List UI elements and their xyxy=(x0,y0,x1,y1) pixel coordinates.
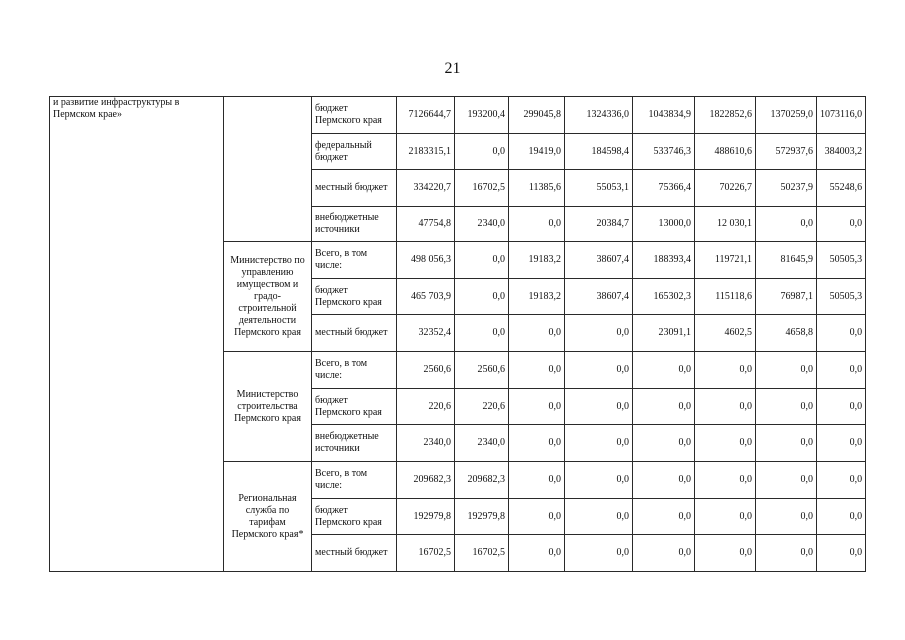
amount-cell: 0,0 xyxy=(817,315,866,352)
amount-cell: 19419,0 xyxy=(509,134,565,170)
amount-cell: 2183315,1 xyxy=(397,134,455,170)
amount-cell: 0,0 xyxy=(565,425,633,462)
amount-cell: 50237,9 xyxy=(756,170,817,207)
amount-cell: 50505,3 xyxy=(817,279,866,315)
funding-source-cell: местный бюджет xyxy=(312,170,397,207)
amount-cell: 55248,6 xyxy=(817,170,866,207)
table-row xyxy=(50,97,866,134)
amount-cell: 334220,7 xyxy=(397,170,455,207)
amount-cell: 16702,5 xyxy=(455,170,509,207)
executor-cell xyxy=(224,97,312,242)
amount-cell: 0,0 xyxy=(817,207,866,242)
funding-source-cell: внебюджетные источники xyxy=(312,425,397,462)
amount-cell: 0,0 xyxy=(455,279,509,315)
amount-cell: 0,0 xyxy=(509,207,565,242)
amount-cell: 193200,4 xyxy=(455,97,509,134)
amount-cell: 0,0 xyxy=(756,425,817,462)
funding-source-cell: бюджет Пермского края xyxy=(312,499,397,535)
amount-cell: 13000,0 xyxy=(633,207,695,242)
amount-cell: 192979,8 xyxy=(455,499,509,535)
amount-cell: 0,0 xyxy=(633,352,695,389)
amount-cell: 81645,9 xyxy=(756,242,817,279)
amount-cell: 0,0 xyxy=(509,352,565,389)
amount-cell: 0,0 xyxy=(565,389,633,425)
amount-cell: 12 030,1 xyxy=(695,207,756,242)
amount-cell: 38607,4 xyxy=(565,242,633,279)
amount-cell: 0,0 xyxy=(817,499,866,535)
amount-cell: 0,0 xyxy=(756,499,817,535)
amount-cell: 2340,0 xyxy=(397,425,455,462)
amount-cell: 0,0 xyxy=(756,462,817,499)
amount-cell: 0,0 xyxy=(633,389,695,425)
amount-cell: 465 703,9 xyxy=(397,279,455,315)
amount-cell: 572937,6 xyxy=(756,134,817,170)
amount-cell: 0,0 xyxy=(695,389,756,425)
amount-cell: 2340,0 xyxy=(455,425,509,462)
amount-cell: 0,0 xyxy=(565,535,633,572)
funding-source-cell: Всего, в том числе: xyxy=(312,462,397,499)
amount-cell: 0,0 xyxy=(695,352,756,389)
funding-source-cell: внебюджетные источники xyxy=(312,207,397,242)
amount-cell: 0,0 xyxy=(633,535,695,572)
amount-cell: 119721,1 xyxy=(695,242,756,279)
amount-cell: 50505,3 xyxy=(817,242,866,279)
amount-cell: 115118,6 xyxy=(695,279,756,315)
amount-cell: 0,0 xyxy=(695,499,756,535)
amount-cell: 32352,4 xyxy=(397,315,455,352)
amount-cell: 0,0 xyxy=(565,462,633,499)
page-number: 21 xyxy=(444,60,461,77)
amount-cell: 184598,4 xyxy=(565,134,633,170)
amount-cell: 165302,3 xyxy=(633,279,695,315)
amount-cell: 1822852,6 xyxy=(695,97,756,134)
funding-source-cell: федеральный бюджет xyxy=(312,134,397,170)
amount-cell: 0,0 xyxy=(509,425,565,462)
amount-cell: 20384,7 xyxy=(565,207,633,242)
amount-cell: 76987,1 xyxy=(756,279,817,315)
amount-cell: 11385,6 xyxy=(509,170,565,207)
amount-cell: 0,0 xyxy=(633,462,695,499)
amount-cell: 0,0 xyxy=(756,535,817,572)
funding-source-cell: бюджет Пермского края xyxy=(312,279,397,315)
funding-source-cell: Всего, в том числе: xyxy=(312,352,397,389)
amount-cell: 0,0 xyxy=(756,389,817,425)
amount-cell: 220,6 xyxy=(455,389,509,425)
amount-cell: 498 056,3 xyxy=(397,242,455,279)
amount-cell: 1370259,0 xyxy=(756,97,817,134)
amount-cell: 0,0 xyxy=(509,535,565,572)
amount-cell: 7126644,7 xyxy=(397,97,455,134)
amount-cell: 16702,5 xyxy=(397,535,455,572)
amount-cell: 0,0 xyxy=(756,207,817,242)
amount-cell: 16702,5 xyxy=(455,535,509,572)
funding-source-cell: бюджет Пермского края xyxy=(312,97,397,134)
amount-cell: 19183,2 xyxy=(509,242,565,279)
amount-cell: 1073116,0 xyxy=(817,97,866,134)
amount-cell: 0,0 xyxy=(509,462,565,499)
amount-cell: 0,0 xyxy=(817,352,866,389)
amount-cell: 70226,7 xyxy=(695,170,756,207)
amount-cell: 2560,6 xyxy=(455,352,509,389)
amount-cell: 0,0 xyxy=(565,499,633,535)
amount-cell: 0,0 xyxy=(509,389,565,425)
funding-source-cell: бюджет Пермского края xyxy=(312,389,397,425)
funding-source-cell: местный бюджет xyxy=(312,535,397,572)
amount-cell: 23091,1 xyxy=(633,315,695,352)
amount-cell: 0,0 xyxy=(817,462,866,499)
amount-cell: 192979,8 xyxy=(397,499,455,535)
amount-cell: 188393,4 xyxy=(633,242,695,279)
amount-cell: 1324336,0 xyxy=(565,97,633,134)
amount-cell: 0,0 xyxy=(817,535,866,572)
amount-cell: 384003,2 xyxy=(817,134,866,170)
amount-cell: 0,0 xyxy=(695,425,756,462)
amount-cell: 209682,3 xyxy=(397,462,455,499)
amount-cell: 0,0 xyxy=(633,425,695,462)
amount-cell: 75366,4 xyxy=(633,170,695,207)
amount-cell: 0,0 xyxy=(695,462,756,499)
amount-cell: 220,6 xyxy=(397,389,455,425)
amount-cell: 0,0 xyxy=(756,352,817,389)
amount-cell: 0,0 xyxy=(455,134,509,170)
amount-cell: 0,0 xyxy=(455,242,509,279)
amount-cell: 299045,8 xyxy=(509,97,565,134)
executor-cell: Региональная служба по тарифам Пермского края* xyxy=(224,462,312,572)
amount-cell: 0,0 xyxy=(565,315,633,352)
executor-cell: Министерство строительства Пермского края xyxy=(224,352,312,462)
amount-cell: 0,0 xyxy=(509,315,565,352)
amount-cell: 0,0 xyxy=(633,499,695,535)
program-name-cell: и развитие инфраструктуры в Пермском крае» xyxy=(50,97,224,572)
amount-cell: 19183,2 xyxy=(509,279,565,315)
executor-cell: Министерство по управлению имуществом и градо-строительной деятельности Пермского края xyxy=(224,242,312,352)
funding-source-cell: местный бюджет xyxy=(312,315,397,352)
amount-cell: 2560,6 xyxy=(397,352,455,389)
amount-cell: 38607,4 xyxy=(565,279,633,315)
amount-cell: 4658,8 xyxy=(756,315,817,352)
amount-cell: 1043834,9 xyxy=(633,97,695,134)
amount-cell: 55053,1 xyxy=(565,170,633,207)
amount-cell: 209682,3 xyxy=(455,462,509,499)
amount-cell: 0,0 xyxy=(817,425,866,462)
amount-cell: 47754,8 xyxy=(397,207,455,242)
amount-cell: 488610,6 xyxy=(695,134,756,170)
amount-cell: 0,0 xyxy=(455,315,509,352)
amount-cell: 0,0 xyxy=(509,499,565,535)
amount-cell: 4602,5 xyxy=(695,315,756,352)
amount-cell: 2340,0 xyxy=(455,207,509,242)
amount-cell: 0,0 xyxy=(565,352,633,389)
funding-table xyxy=(49,96,866,572)
amount-cell: 0,0 xyxy=(817,389,866,425)
amount-cell: 0,0 xyxy=(695,535,756,572)
amount-cell: 533746,3 xyxy=(633,134,695,170)
funding-source-cell: Всего, в том числе: xyxy=(312,242,397,279)
